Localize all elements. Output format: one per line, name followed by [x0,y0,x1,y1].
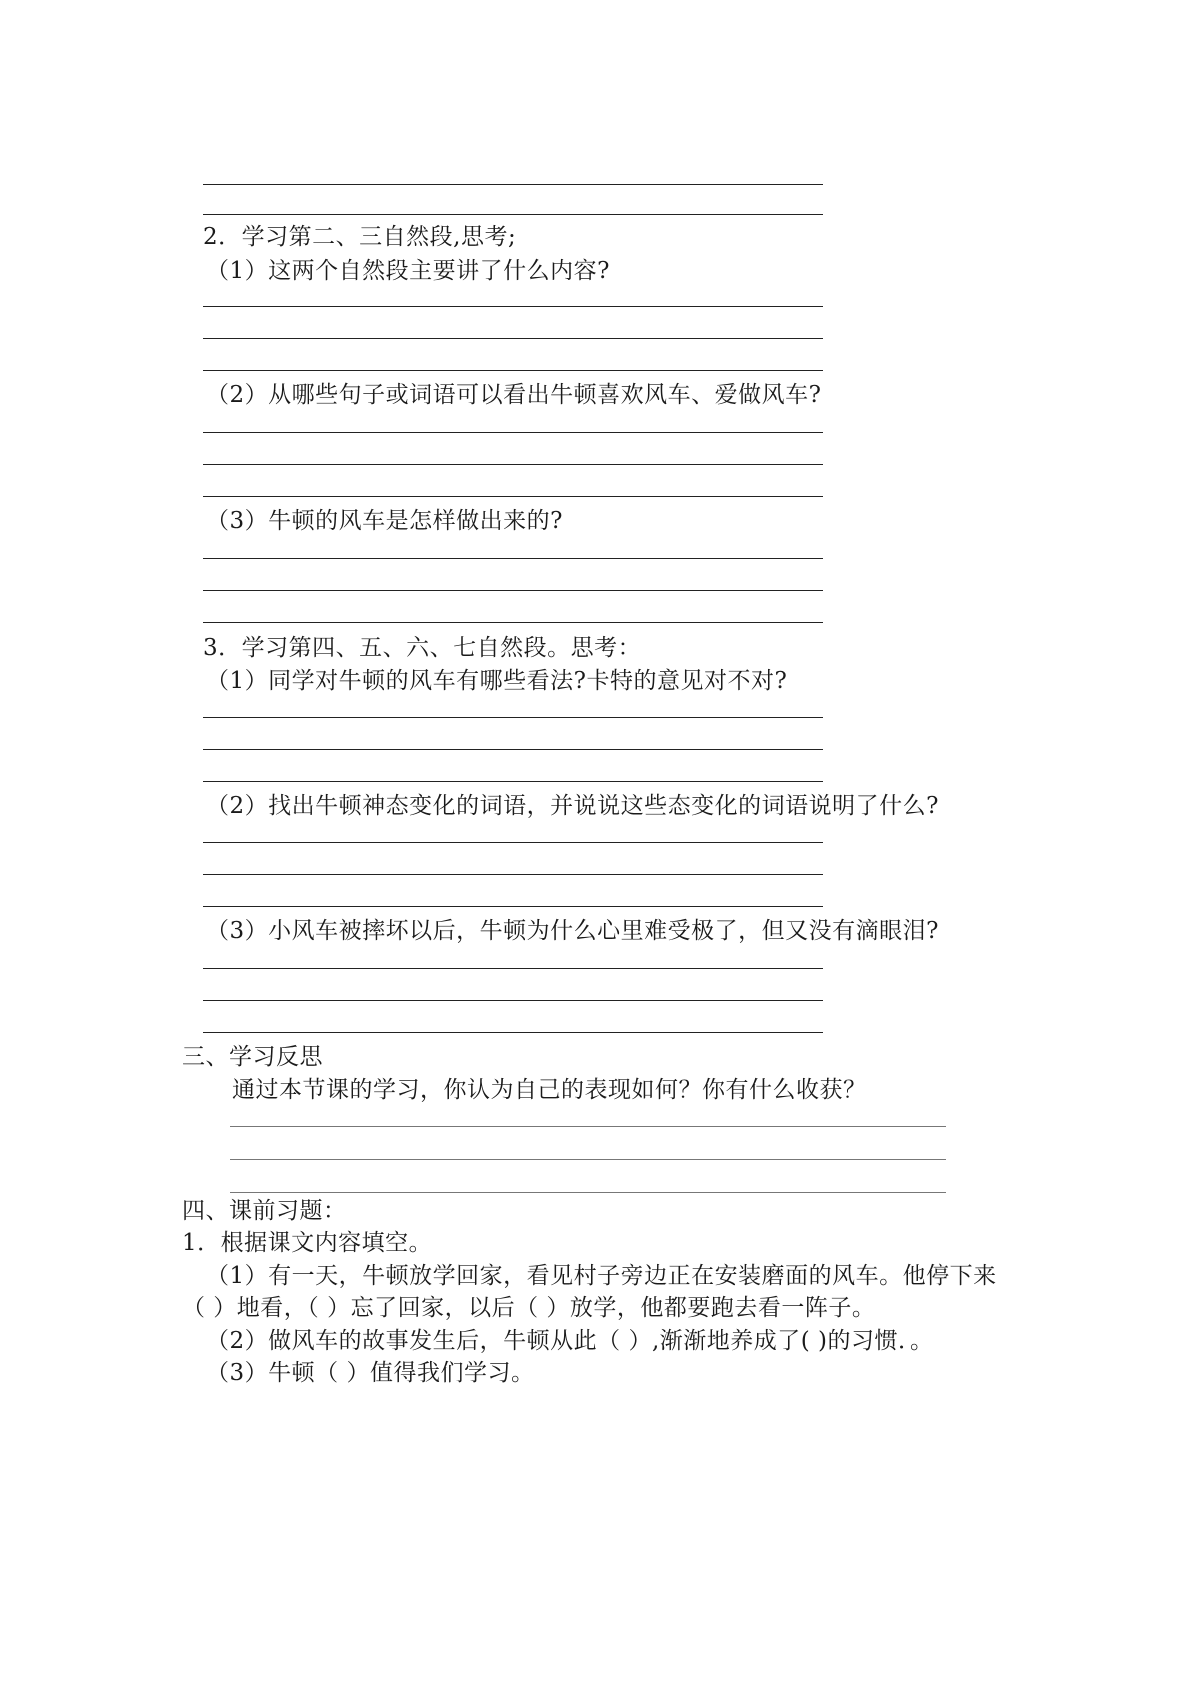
question-3-sub-1: （1）同学对牛顿的风车有哪些看法?卡特的意见对不对? [206,668,788,694]
answer-line[interactable] [203,590,823,591]
answer-line[interactable] [203,214,823,215]
answer-line[interactable] [203,1032,823,1033]
answer-line[interactable] [230,1159,946,1160]
answer-line[interactable] [203,184,823,185]
answer-line[interactable] [230,1126,946,1127]
answer-line[interactable] [203,558,823,559]
answer-line[interactable] [203,717,823,718]
answer-line[interactable] [203,906,823,907]
question-3-sub-3: （3）小风车被摔坏以后，牛顿为什么心里难受极了，但又没有滴眼泪? [206,918,939,944]
answer-line[interactable] [203,781,823,782]
fill-blank-2: （2）做风车的故事发生后，牛顿从此（ ）,渐渐地养成了( )的习惯．。 [206,1328,934,1354]
question-3-title: 3．学习第四、五、六、七自然段。思考： [203,635,642,661]
answer-line[interactable] [203,370,823,371]
reflection-heading: 三、学习反思 [182,1044,323,1070]
answer-line[interactable] [203,874,823,875]
answer-line[interactable] [203,464,823,465]
answer-line[interactable] [203,338,823,339]
question-2-sub-1: （1）这两个自然段主要讲了什么内容? [206,258,610,284]
answer-line[interactable] [203,432,823,433]
answer-line[interactable] [203,749,823,750]
answer-line[interactable] [203,496,823,497]
fill-blank-1-line-1: （1）有一天，牛顿放学回家，看见村子旁边正在安装磨面的风车。他停下来 [206,1263,997,1289]
fill-blank-3: （3）牛顿（ ）值得我们学习。 [206,1360,535,1386]
answer-line[interactable] [203,842,823,843]
preview-item-1: 1．根据课文内容填空。 [182,1230,433,1256]
answer-line[interactable] [203,1000,823,1001]
answer-line[interactable] [230,1192,946,1193]
answer-line[interactable] [203,306,823,307]
question-2-sub-2: （2）从哪些句子或词语可以看出牛顿喜欢风车、爱做风车? [206,382,822,408]
question-2-sub-3: （3）牛顿的风车是怎样做出来的? [206,508,563,534]
reflection-prompt: 通过本节课的学习，你认为自己的表现如何？你有什么收获？ [232,1077,867,1103]
answer-line[interactable] [203,968,823,969]
preview-heading: 四、课前习题： [182,1198,347,1224]
fill-blank-1-line-2: （ ）地看，（ ）忘了回家，以后（ ）放学，他都要跑去看一阵子。 [182,1295,876,1321]
question-3-sub-2: （2）找出牛顿神态变化的词语，并说说这些态变化的词语说明了什么? [206,793,939,819]
answer-line[interactable] [203,622,823,623]
question-2-title: 2．学习第二、三自然段,思考; [203,224,517,250]
